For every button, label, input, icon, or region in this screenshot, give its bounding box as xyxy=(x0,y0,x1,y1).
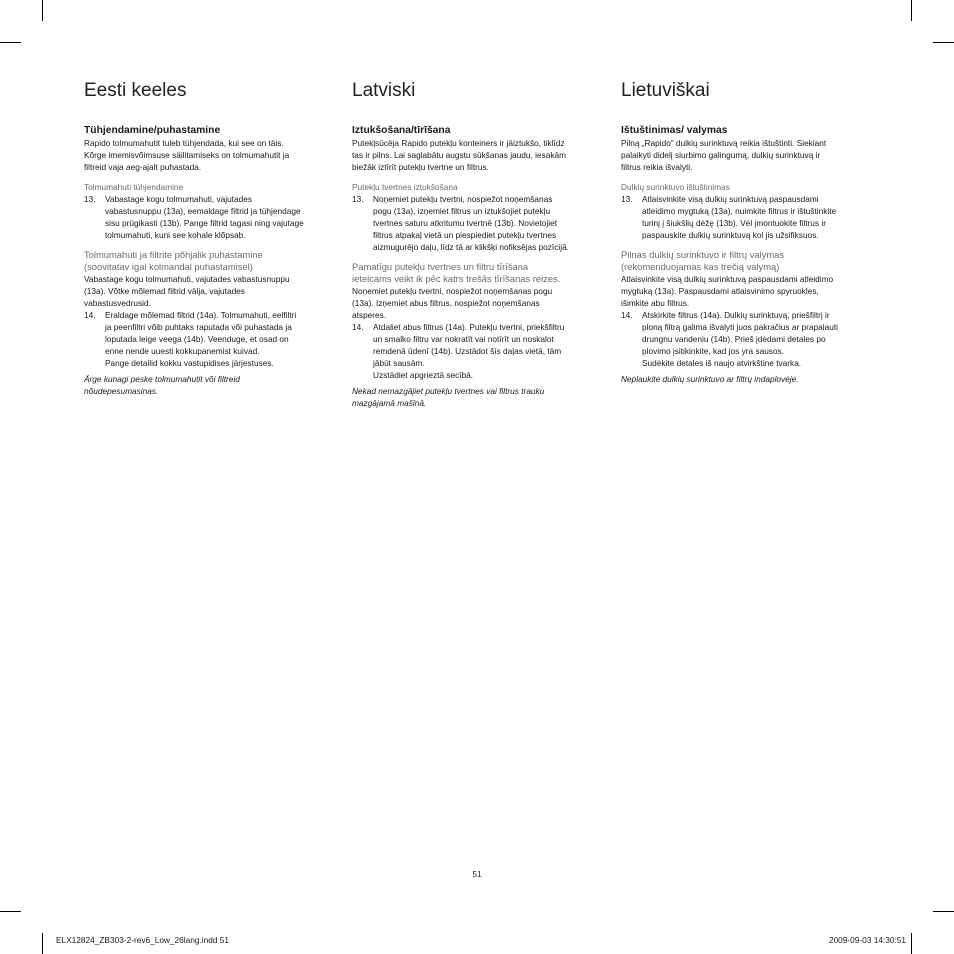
subheading: Putekļu tvertnes iztukšošana xyxy=(352,182,458,192)
crop-mark-top-right-v xyxy=(911,0,912,21)
paragraph-line: (13a). Võtke mõlemad filtrid välja, vajutades xyxy=(84,286,245,296)
paragraph-line: Noņemiet putekļu tvertni, nospiežot noņemšanas pogu xyxy=(352,286,553,296)
section-heading: Iztukšošana/tīrīšana xyxy=(352,125,451,136)
section-heading: Tühjendamine/puhastamine xyxy=(84,125,221,136)
step-line: Eraldage mõlemad filtrid (14a). Tolmumahuti, eelfiltri xyxy=(105,310,297,320)
step-line: Uzstādiet apgrieztā secībā. xyxy=(373,370,474,380)
subheading-line: Pamatīgu putekļu tvertnes un filtru tīrīšana xyxy=(352,261,529,272)
intro-line: Pilną „Rapido“ dulkių surinktuvą reikia ištuštinti. Siekiant xyxy=(621,138,827,148)
step-14 xyxy=(621,309,861,369)
note-line: mazgājamā mašīnā. xyxy=(352,398,427,408)
step-line: tolmumahuti, kuni see kohale klõpsab. xyxy=(105,230,246,240)
paragraph-line: išimkite abu filtrus. xyxy=(621,298,690,308)
intro-line: tas ir pilns. Lai saglabātu augstu sūkšanas jaudu, iesakām xyxy=(352,150,567,160)
subheading: Dulkių surinktuvo ištuštinimas xyxy=(621,182,730,192)
intro-line: Kõrge imemisvõimsuse säilitamiseks on tolmumahutit ja xyxy=(84,150,290,160)
column-body xyxy=(352,124,592,409)
crop-mark-top-left-h xyxy=(0,42,21,43)
intro-line: Rapido tolmumahutit tuleb tühjendada, kui see on täis. xyxy=(84,138,284,148)
subheading-line: (rekomenduojamas kas trečią valymą) xyxy=(621,261,780,272)
column-body xyxy=(621,124,861,385)
step-line: Atskirkite filtrus (14a). Dulkių surinktuvą, priešfiltrį ir xyxy=(642,310,830,320)
warning-note xyxy=(621,373,861,385)
note-line: nõudepesumasinas. xyxy=(84,386,159,396)
step-line: filtrus atpakaļ vietā un piespiediet putekļu tvertnes xyxy=(373,230,557,240)
paragraph-line: mygtuką (13a). Paspausdami atlaisvinimo spyruokles, xyxy=(621,286,819,296)
paragraph-line: vabastusvedrusid. xyxy=(84,298,151,308)
footer-file-info: ELX12824_ZB303-2-rev6_Low_26lang.indd 51 xyxy=(56,935,229,945)
paragraph-line: atsperes. xyxy=(352,310,387,320)
step-line: Atlaisvinkite visą dulkių surinktuvą paspausdami xyxy=(642,194,819,204)
subheading-line: Pilnas dulkių surinktuvo ir filtrų valymas xyxy=(621,249,785,260)
paragraph-line: (13a). Izņemiet abus filtrus, nospiežot noņemšanas xyxy=(352,298,540,308)
subheading: Tolmumahuti tühjendamine xyxy=(84,182,184,192)
intro-line: palaikyti didelį siurbimo galingumą, dulkių surinktuvą ir xyxy=(621,150,821,160)
intro-line: filtreid vaja aeg-ajalt puhastada. xyxy=(84,162,202,172)
note-line: Neplaukite dulkių surinktuvo ar filtrų indaplovėje. xyxy=(621,374,799,384)
step-number: 14. xyxy=(84,310,96,320)
step-line: aizmugurējo daļu, līdz tā ar klikšķi nofiksējas pozīcijā. xyxy=(373,242,569,252)
step-14 xyxy=(84,309,324,369)
step-13 xyxy=(621,193,861,241)
step-line: Sudėkite detales iš naujo atvirkštine tvarka. xyxy=(642,358,802,368)
section-heading: Ištuštinimas/ valymas xyxy=(621,125,728,136)
page-number: 51 xyxy=(472,869,482,879)
step-line: tvertnes saturu atkritumu tvertnē (13b). Novietojiet xyxy=(373,218,557,228)
step-line: turinį į šiukšlių dėžę (13b). Vėl įmontuokite filtrus ir xyxy=(642,218,826,228)
warning-note xyxy=(352,385,592,409)
step-line: loputada leige veega (14b). Veenduge, et osad on xyxy=(105,334,289,344)
step-line: ja peenfiltri võib puhtaks raputada või puhastada ja xyxy=(105,322,292,332)
step-line: remdenā ūdenī (14b). Uzstādot šīs daļas vietā, tām xyxy=(373,346,562,356)
step-number: 14. xyxy=(621,310,633,320)
language-title: Latviski xyxy=(352,80,416,101)
step-line: un smalko filtru var nokratīt vai notīrīt un noskalot xyxy=(373,334,554,344)
language-title: Eesti keeles xyxy=(84,80,187,101)
step-line: Vabastage kogu tolmumahuti, vajutades xyxy=(105,194,252,204)
paragraph-line: Atlaisvinkite visą dulkių surinktuvą paspausdami atleidimo xyxy=(621,274,834,284)
step-number: 13. xyxy=(621,194,633,204)
step-line: plovimo įsitikinkite, kad jos yra sausos. xyxy=(642,346,785,356)
step-line: Noņemiet putekļu tvertni, nospiežot noņemšanas xyxy=(373,194,553,204)
subheading xyxy=(84,249,324,273)
intro-line: filtrus reikia išvalyti. xyxy=(621,162,693,172)
crop-mark-top-left-v xyxy=(42,0,43,21)
note-line: Nekad nemazgājiet putekļu tvertnes vai filtrus trauku xyxy=(352,386,545,396)
subheading-line: ieteicams veikt ik pēc katrs trešās tīrīšanas reizes. xyxy=(352,273,561,284)
step-line: ploną filtrą galima išvalyti juos pakračius ar prapalauti xyxy=(642,322,838,332)
step-line: paspauskite dulkių surinktuvą kol jis užsifiksuos. xyxy=(642,230,819,240)
step-number: 13. xyxy=(84,194,96,204)
column-body xyxy=(84,124,324,397)
step-13 xyxy=(352,193,592,253)
step-line: Pange detailid kokku vastupidises järjestuses. xyxy=(105,358,274,368)
footer-timestamp: 2009-09-03 14:30:51 xyxy=(828,935,906,945)
intro-line: biežāk iztīrīt putekļu tvertne un filtrus. xyxy=(352,162,489,172)
language-title: Lietuviškai xyxy=(621,80,710,101)
crop-mark-top-right-h xyxy=(933,42,954,43)
note-line: Ärge kunagi peske tolmumahutit või filtreid xyxy=(84,374,240,384)
crop-mark-bottom-left-v xyxy=(42,933,43,954)
warning-note xyxy=(84,373,324,397)
subheading-line: Tolmumahuti ja filtrite põhjalik puhastamine xyxy=(84,249,263,260)
crop-mark-bottom-right-h xyxy=(933,911,954,912)
paragraph-line: Vabastage kogu tolmumahuti, vajutades vabastusnuppu xyxy=(84,274,290,284)
step-line: Atdaliet abus filtrus (14a). Putekļu tvertni, priekšfiltru xyxy=(373,322,565,332)
step-line: sisu prügikasti (13b). Pange filtrid tagasi ning vajutage xyxy=(105,218,304,228)
crop-mark-bottom-right-v xyxy=(911,933,912,954)
step-line: atleidimo mygtuką (13a), nuimkite filtrus ir ištuštinkite xyxy=(642,206,837,216)
step-number: 14. xyxy=(352,322,364,332)
step-line: vabastusnuppu (13a), eemaldage filtrid ja tühjendage xyxy=(105,206,301,216)
step-line: pogu (13a), izņemiet filtrus un iztukšojiet putekļu xyxy=(373,206,551,216)
subheading-line: (soovitatav igal kolmandal puhastamisel) xyxy=(84,261,253,272)
subheading xyxy=(621,249,861,273)
crop-mark-bottom-left-h xyxy=(0,911,21,912)
subheading xyxy=(352,261,592,285)
step-14 xyxy=(352,321,592,381)
intro-line: Putekļsūcēja Rapido putekļu konteiners ir jāiztukšo, tiklīdz xyxy=(352,138,565,148)
step-13 xyxy=(84,193,324,241)
step-number: 13. xyxy=(352,194,364,204)
step-line: jābūt sausām. xyxy=(373,358,425,368)
step-line: drungnu vandeniu (14b). Prieš įdėdami detales po xyxy=(642,334,826,344)
step-line: enne nende uuesti kokkupanemist kuivad. xyxy=(105,346,260,356)
